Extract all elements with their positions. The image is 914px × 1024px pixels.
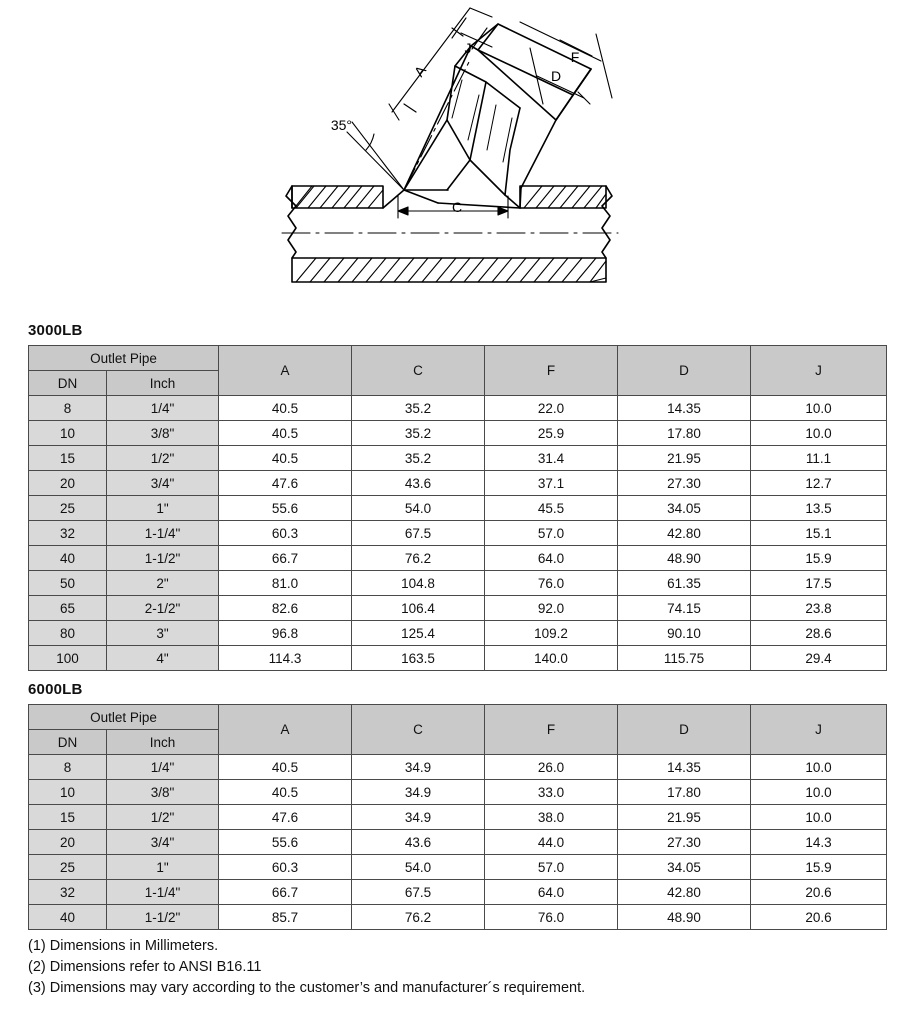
cell-d: 14.35 bbox=[618, 396, 751, 421]
cell-inch: 1" bbox=[107, 496, 219, 521]
cell-d: 61.35 bbox=[618, 571, 751, 596]
header-c: C bbox=[352, 705, 485, 755]
cell-j: 28.6 bbox=[751, 621, 887, 646]
cell-j: 12.7 bbox=[751, 471, 887, 496]
cell-f: 64.0 bbox=[485, 546, 618, 571]
cell-dn: 20 bbox=[29, 830, 107, 855]
cell-j: 10.0 bbox=[751, 396, 887, 421]
cell-f: 37.1 bbox=[485, 471, 618, 496]
cell-inch: 1-1/2" bbox=[107, 905, 219, 930]
dim-label-d: D bbox=[550, 68, 562, 84]
cell-dn: 25 bbox=[29, 855, 107, 880]
header-a: A bbox=[219, 705, 352, 755]
cell-j: 10.0 bbox=[751, 755, 887, 780]
cell-a: 66.7 bbox=[219, 880, 352, 905]
cell-j: 10.0 bbox=[751, 780, 887, 805]
cell-f: 76.0 bbox=[485, 905, 618, 930]
cell-dn: 15 bbox=[29, 446, 107, 471]
table-row bbox=[29, 446, 887, 471]
cell-c: 54.0 bbox=[352, 496, 485, 521]
header-dn: DN bbox=[29, 371, 107, 396]
header-j: J bbox=[751, 705, 887, 755]
cell-inch: 1/4" bbox=[107, 396, 219, 421]
cell-dn: 40 bbox=[29, 546, 107, 571]
table-row bbox=[29, 596, 887, 621]
cell-dn: 40 bbox=[29, 905, 107, 930]
cell-f: 92.0 bbox=[485, 596, 618, 621]
cell-c: 76.2 bbox=[352, 546, 485, 571]
cell-f: 45.5 bbox=[485, 496, 618, 521]
cell-c: 54.0 bbox=[352, 855, 485, 880]
dim-label-a: A bbox=[410, 62, 430, 80]
table-row bbox=[29, 905, 887, 930]
cell-j: 15.9 bbox=[751, 855, 887, 880]
cell-a: 82.6 bbox=[219, 596, 352, 621]
cell-inch: 2" bbox=[107, 571, 219, 596]
section-title-3000lb: 3000LB bbox=[28, 322, 83, 339]
dimensions-table-6000lb bbox=[28, 704, 887, 930]
cell-f: 26.0 bbox=[485, 755, 618, 780]
cell-inch: 3/8" bbox=[107, 780, 219, 805]
table-row bbox=[29, 571, 887, 596]
cell-f: 64.0 bbox=[485, 880, 618, 905]
cell-d: 42.80 bbox=[618, 521, 751, 546]
header-d: D bbox=[618, 346, 751, 396]
cell-c: 125.4 bbox=[352, 621, 485, 646]
table-row bbox=[29, 805, 887, 830]
cell-c: 163.5 bbox=[352, 646, 485, 671]
cell-j: 13.5 bbox=[751, 496, 887, 521]
cell-inch: 3/4" bbox=[107, 471, 219, 496]
cell-d: 42.80 bbox=[618, 880, 751, 905]
section-title-6000lb: 6000LB bbox=[28, 681, 83, 698]
table-row bbox=[29, 855, 887, 880]
cell-inch: 1-1/4" bbox=[107, 880, 219, 905]
cell-c: 35.2 bbox=[352, 446, 485, 471]
cell-j: 11.1 bbox=[751, 446, 887, 471]
header-f: F bbox=[485, 705, 618, 755]
cell-c: 34.9 bbox=[352, 755, 485, 780]
cell-d: 14.35 bbox=[618, 755, 751, 780]
cell-f: 38.0 bbox=[485, 805, 618, 830]
cell-d: 115.75 bbox=[618, 646, 751, 671]
cell-f: 140.0 bbox=[485, 646, 618, 671]
cell-d: 74.15 bbox=[618, 596, 751, 621]
dim-label-c: C bbox=[451, 199, 463, 215]
cell-dn: 25 bbox=[29, 496, 107, 521]
cell-c: 34.9 bbox=[352, 780, 485, 805]
cell-j: 20.6 bbox=[751, 905, 887, 930]
cell-c: 35.2 bbox=[352, 421, 485, 446]
cell-d: 48.90 bbox=[618, 546, 751, 571]
cell-inch: 1" bbox=[107, 855, 219, 880]
cell-f: 25.9 bbox=[485, 421, 618, 446]
note-item: (1) Dimensions in Millimeters. bbox=[28, 938, 219, 954]
cell-d: 27.30 bbox=[618, 830, 751, 855]
cell-a: 55.6 bbox=[219, 830, 352, 855]
cell-inch: 2-1/2" bbox=[107, 596, 219, 621]
cell-inch: 1/2" bbox=[107, 805, 219, 830]
cell-f: 76.0 bbox=[485, 571, 618, 596]
cell-c: 67.5 bbox=[352, 521, 485, 546]
cell-a: 85.7 bbox=[219, 905, 352, 930]
cell-d: 90.10 bbox=[618, 621, 751, 646]
cell-a: 47.6 bbox=[219, 805, 352, 830]
dimensions-table-3000lb bbox=[28, 345, 887, 671]
cell-c: 35.2 bbox=[352, 396, 485, 421]
cell-j: 23.8 bbox=[751, 596, 887, 621]
cell-inch: 4" bbox=[107, 646, 219, 671]
cell-a: 55.6 bbox=[219, 496, 352, 521]
cell-c: 43.6 bbox=[352, 830, 485, 855]
cell-d: 21.95 bbox=[618, 805, 751, 830]
dim-label-j: J bbox=[464, 40, 472, 56]
cell-dn: 10 bbox=[29, 780, 107, 805]
table-row bbox=[29, 471, 887, 496]
cell-inch: 1/2" bbox=[107, 446, 219, 471]
cell-dn: 15 bbox=[29, 805, 107, 830]
cell-f: 57.0 bbox=[485, 855, 618, 880]
cell-dn: 80 bbox=[29, 621, 107, 646]
header-a: A bbox=[219, 346, 352, 396]
cell-d: 21.95 bbox=[618, 446, 751, 471]
lateral-outlet-technical-drawing bbox=[0, 0, 914, 312]
table-row bbox=[29, 780, 887, 805]
cell-a: 40.5 bbox=[219, 755, 352, 780]
cell-c: 67.5 bbox=[352, 880, 485, 905]
cell-f: 57.0 bbox=[485, 521, 618, 546]
fitting-drawing bbox=[0, 0, 914, 312]
table-row bbox=[29, 521, 887, 546]
note-item: (2) Dimensions refer to ANSI B16.11 bbox=[28, 959, 262, 976]
cell-j: 10.0 bbox=[751, 421, 887, 446]
cell-a: 40.5 bbox=[219, 780, 352, 805]
header-dn: DN bbox=[29, 730, 107, 755]
header-inch: Inch bbox=[107, 371, 219, 396]
cell-f: 22.0 bbox=[485, 396, 618, 421]
dim-label-f: F bbox=[570, 49, 580, 65]
table-row bbox=[29, 755, 887, 780]
note-item: (3) Dimensions may vary according to the customer’s and manufacturer´s requirement. bbox=[28, 980, 586, 997]
table-row bbox=[29, 421, 887, 446]
cell-j: 20.6 bbox=[751, 880, 887, 905]
cell-d: 48.90 bbox=[618, 905, 751, 930]
header-c: C bbox=[352, 346, 485, 396]
cell-j: 15.9 bbox=[751, 546, 887, 571]
cell-j: 15.1 bbox=[751, 521, 887, 546]
cell-f: 109.2 bbox=[485, 621, 618, 646]
cell-dn: 50 bbox=[29, 571, 107, 596]
section-3000lb bbox=[0, 322, 914, 671]
cell-c: 76.2 bbox=[352, 905, 485, 930]
cell-dn: 100 bbox=[29, 646, 107, 671]
table-row bbox=[29, 396, 887, 421]
cell-dn: 32 bbox=[29, 521, 107, 546]
cell-d: 27.30 bbox=[618, 471, 751, 496]
cell-c: 34.9 bbox=[352, 805, 485, 830]
cell-d: 34.05 bbox=[618, 855, 751, 880]
table-row bbox=[29, 830, 887, 855]
table-row bbox=[29, 496, 887, 521]
cell-c: 104.8 bbox=[352, 571, 485, 596]
header-outlet-pipe: Outlet Pipe bbox=[29, 705, 219, 730]
cell-j: 14.3 bbox=[751, 830, 887, 855]
header-j: J bbox=[751, 346, 887, 396]
cell-dn: 8 bbox=[29, 396, 107, 421]
cell-inch: 1-1/2" bbox=[107, 546, 219, 571]
table-header-row-top bbox=[29, 346, 887, 371]
table-row bbox=[29, 546, 887, 571]
cell-f: 44.0 bbox=[485, 830, 618, 855]
cell-inch: 1-1/4" bbox=[107, 521, 219, 546]
cell-j: 29.4 bbox=[751, 646, 887, 671]
cell-a: 40.5 bbox=[219, 446, 352, 471]
cell-c: 43.6 bbox=[352, 471, 485, 496]
cell-inch: 3/8" bbox=[107, 421, 219, 446]
dim-label-angle: 35° bbox=[330, 117, 352, 133]
cell-a: 40.5 bbox=[219, 421, 352, 446]
cell-d: 34.05 bbox=[618, 496, 751, 521]
cell-a: 114.3 bbox=[219, 646, 352, 671]
cell-dn: 20 bbox=[29, 471, 107, 496]
cell-d: 17.80 bbox=[618, 780, 751, 805]
notes-list bbox=[0, 930, 914, 999]
table-row bbox=[29, 646, 887, 671]
cell-inch: 1/4" bbox=[107, 755, 219, 780]
table-header-row-top bbox=[29, 705, 887, 730]
cell-dn: 32 bbox=[29, 880, 107, 905]
cell-a: 47.6 bbox=[219, 471, 352, 496]
cell-inch: 3" bbox=[107, 621, 219, 646]
header-outlet-pipe: Outlet Pipe bbox=[29, 346, 219, 371]
header-f: F bbox=[485, 346, 618, 396]
cell-a: 66.7 bbox=[219, 546, 352, 571]
cell-a: 96.8 bbox=[219, 621, 352, 646]
cell-a: 81.0 bbox=[219, 571, 352, 596]
cell-c: 106.4 bbox=[352, 596, 485, 621]
cell-dn: 8 bbox=[29, 755, 107, 780]
cell-d: 17.80 bbox=[618, 421, 751, 446]
section-6000lb bbox=[0, 681, 914, 930]
cell-j: 10.0 bbox=[751, 805, 887, 830]
cell-dn: 10 bbox=[29, 421, 107, 446]
cell-inch: 3/4" bbox=[107, 830, 219, 855]
header-d: D bbox=[618, 705, 751, 755]
cell-a: 40.5 bbox=[219, 396, 352, 421]
table-row bbox=[29, 621, 887, 646]
cell-j: 17.5 bbox=[751, 571, 887, 596]
cell-f: 31.4 bbox=[485, 446, 618, 471]
header-inch: Inch bbox=[107, 730, 219, 755]
cell-a: 60.3 bbox=[219, 521, 352, 546]
table-row bbox=[29, 880, 887, 905]
cell-a: 60.3 bbox=[219, 855, 352, 880]
cell-f: 33.0 bbox=[485, 780, 618, 805]
cell-dn: 65 bbox=[29, 596, 107, 621]
